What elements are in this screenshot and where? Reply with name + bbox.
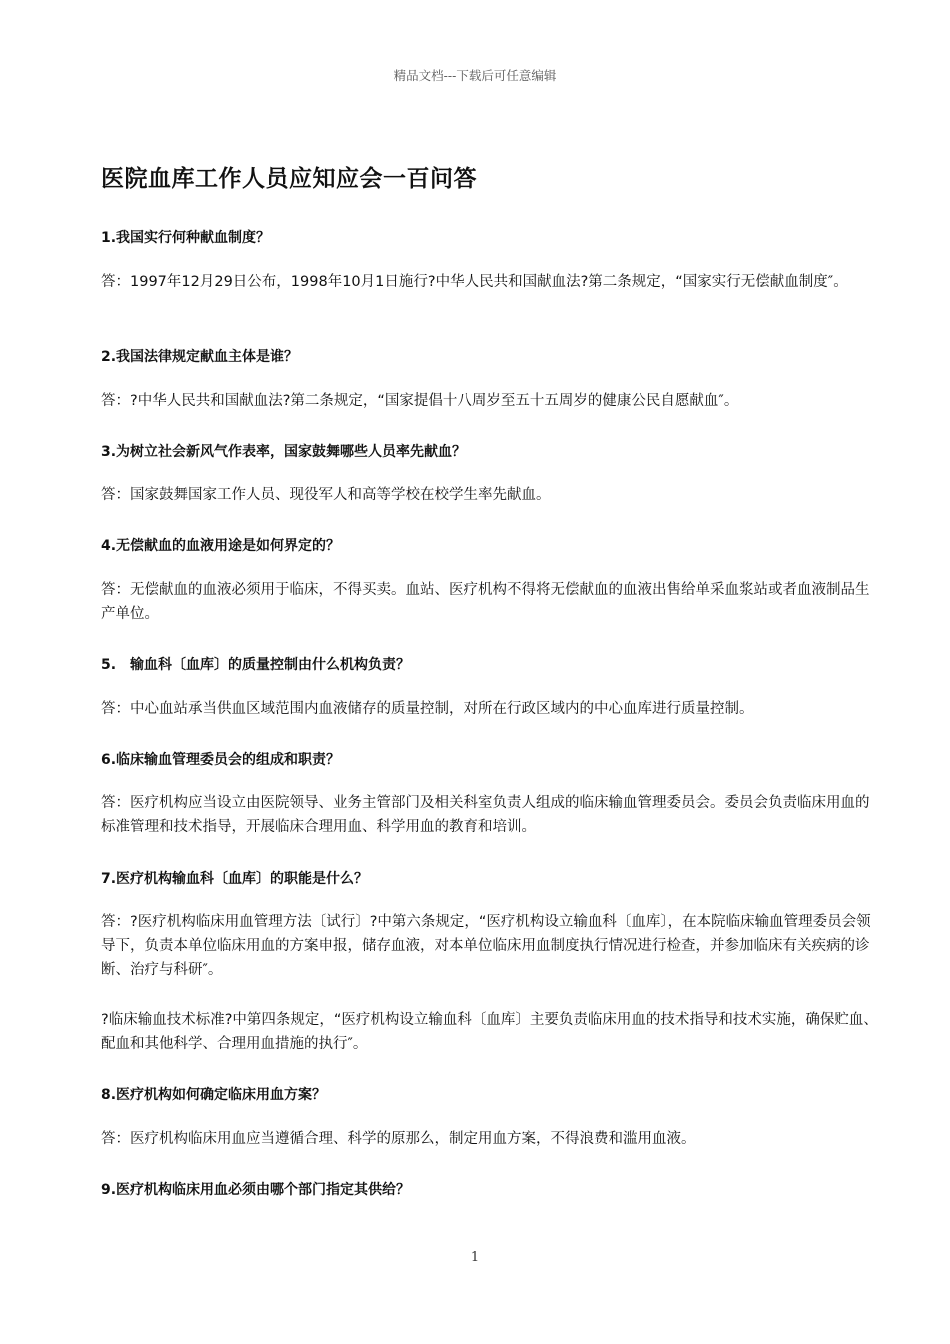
answer-4: 答：无偿献血的血液必须用于临床，不得买卖。血站、医疗机构不得将无偿献血的血液出售给单采血浆站或者血液制品生产单位。 <box>101 582 870 622</box>
answer-3: 答：国家鼓舞国家工作人员、现役军人和高等学校在校学生率先献血。 <box>101 487 551 503</box>
answer-7: 答：?医疗机构临床用血管理方法〔试行〕?中第六条规定，“医疗机构设立输血科〔血库〕，在本院临床输血管理委员会领导下，负责本单位临床用血的方案申报，储存血液，对本单位临床用血制度执行情况进行检查，并参加临床有关疾病的诊断、治疗与科研″。 <box>101 914 871 978</box>
question-6: 6.临床输血管理委员会的组成和职责？ <box>101 752 341 768</box>
answer-8: 答：医疗机构临床用血应当遵循合理、科学的原那么，制定用血方案，不得浪费和滥用血液。 <box>101 1131 696 1147</box>
page-number: 1 <box>470 1250 480 1265</box>
question-3: 3.为树立社会新风气作表率，国家鼓舞哪些人员率先献血？ <box>101 444 467 460</box>
question-8: 8.医疗机构如何确定临床用血方案？ <box>101 1087 327 1103</box>
answer-2: 答：?中华人民共和国献血法?第二条规定，“国家提倡十八周岁至五十五周岁的健康公民自愿献血″。 <box>101 393 739 409</box>
question-5: 5. 输血科〔血库〕的质量控制由什么机构负责？ <box>101 657 411 673</box>
question-7: 7.医疗机构输血科〔血库〕的职能是什么？ <box>101 871 369 887</box>
document-title: 医院血库工作人员应知应会一百问答 <box>101 166 477 192</box>
question-2: 2.我国法律规定献血主体是谁？ <box>101 349 299 365</box>
answer-7-continued: ?临床输血技术标准?中第四条规定，“医疗机构设立输血科〔血库〕主要负责临床用血的技术指导和技术实施，确保贮血、配血和其他科学、合理用血措施的执行″。 <box>101 1012 878 1052</box>
question-1: 1.我国实行何种献血制度？ <box>101 230 271 246</box>
question-4: 4.无偿献血的血液用途是如何界定的？ <box>101 538 341 554</box>
answer-1: 答：1997年12月29日公布，1998年10月1日施行?中华人民共和国献血法?第二条规定，“国家实行无偿献血制度″。 <box>101 274 848 290</box>
answer-6: 答：医疗机构应当设立由医院领导、业务主管部门及相关科室负责人组成的临床输血管理委员会。委员会负责临床用血的标准管理和技术指导，开展临床合理用血、科学用血的教育和培训。 <box>101 795 870 835</box>
page-header: 精品文档---下载后可任意编辑 <box>393 68 557 83</box>
question-9: 9.医疗机构临床用血必须由哪个部门指定其供给？ <box>101 1182 411 1198</box>
answer-5: 答：中心血站承当供血区域范围内血液储存的质量控制，对所在行政区域内的中心血库进行质量控制。 <box>101 701 754 717</box>
